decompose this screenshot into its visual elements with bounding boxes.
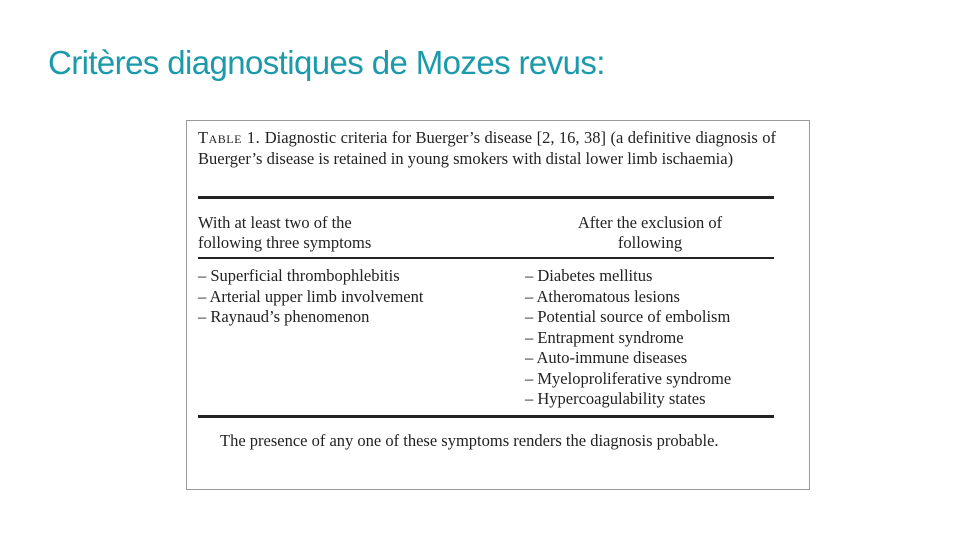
table-caption — [198, 127, 776, 169]
table-header-rule — [198, 257, 774, 259]
table-bottom-rule — [198, 415, 774, 418]
left-column-header: With at least two of the following three symptoms — [198, 213, 372, 252]
exclusion-item: – Atheromatous lesions — [525, 286, 680, 306]
exclusions-list — [525, 266, 731, 410]
symptom-item: – Raynaud’s phenomenon — [198, 307, 370, 326]
exclusion-item: – Entrapment syndrome — [525, 327, 684, 347]
table-top-rule — [198, 196, 774, 199]
table-label: Table 1. — [198, 128, 261, 147]
exclusion-item: – Potential source of embolism — [525, 307, 731, 326]
right-column-header: After the exclusion of following — [577, 213, 723, 252]
slide-title: Critères diagnostiques de Mozes revus: — [48, 44, 605, 81]
exclusion-item: – Myeloproliferative syndrome — [525, 368, 732, 388]
exclusion-item: – Auto-immune diseases — [525, 348, 688, 367]
table-footer-note: The presence of any one of these symptoms renders the diagnosis probable. — [220, 431, 719, 450]
symptoms-list — [198, 266, 423, 328]
table-caption-text: Diagnostic criteria for Buerger’s disease [2, 16, 38] (a definitive diagnosis of Buerger’s disease is retained in young smokers with distal lower limb ischaemia) — [198, 128, 776, 168]
symptom-item: – Superficial thrombophlebitis — [198, 266, 400, 285]
symptom-item: – Arterial upper limb involvement — [198, 286, 424, 306]
criteria-table-image — [186, 120, 810, 490]
exclusion-item: – Diabetes mellitus — [525, 266, 653, 285]
exclusion-item: – Hypercoagulability states — [525, 389, 706, 408]
